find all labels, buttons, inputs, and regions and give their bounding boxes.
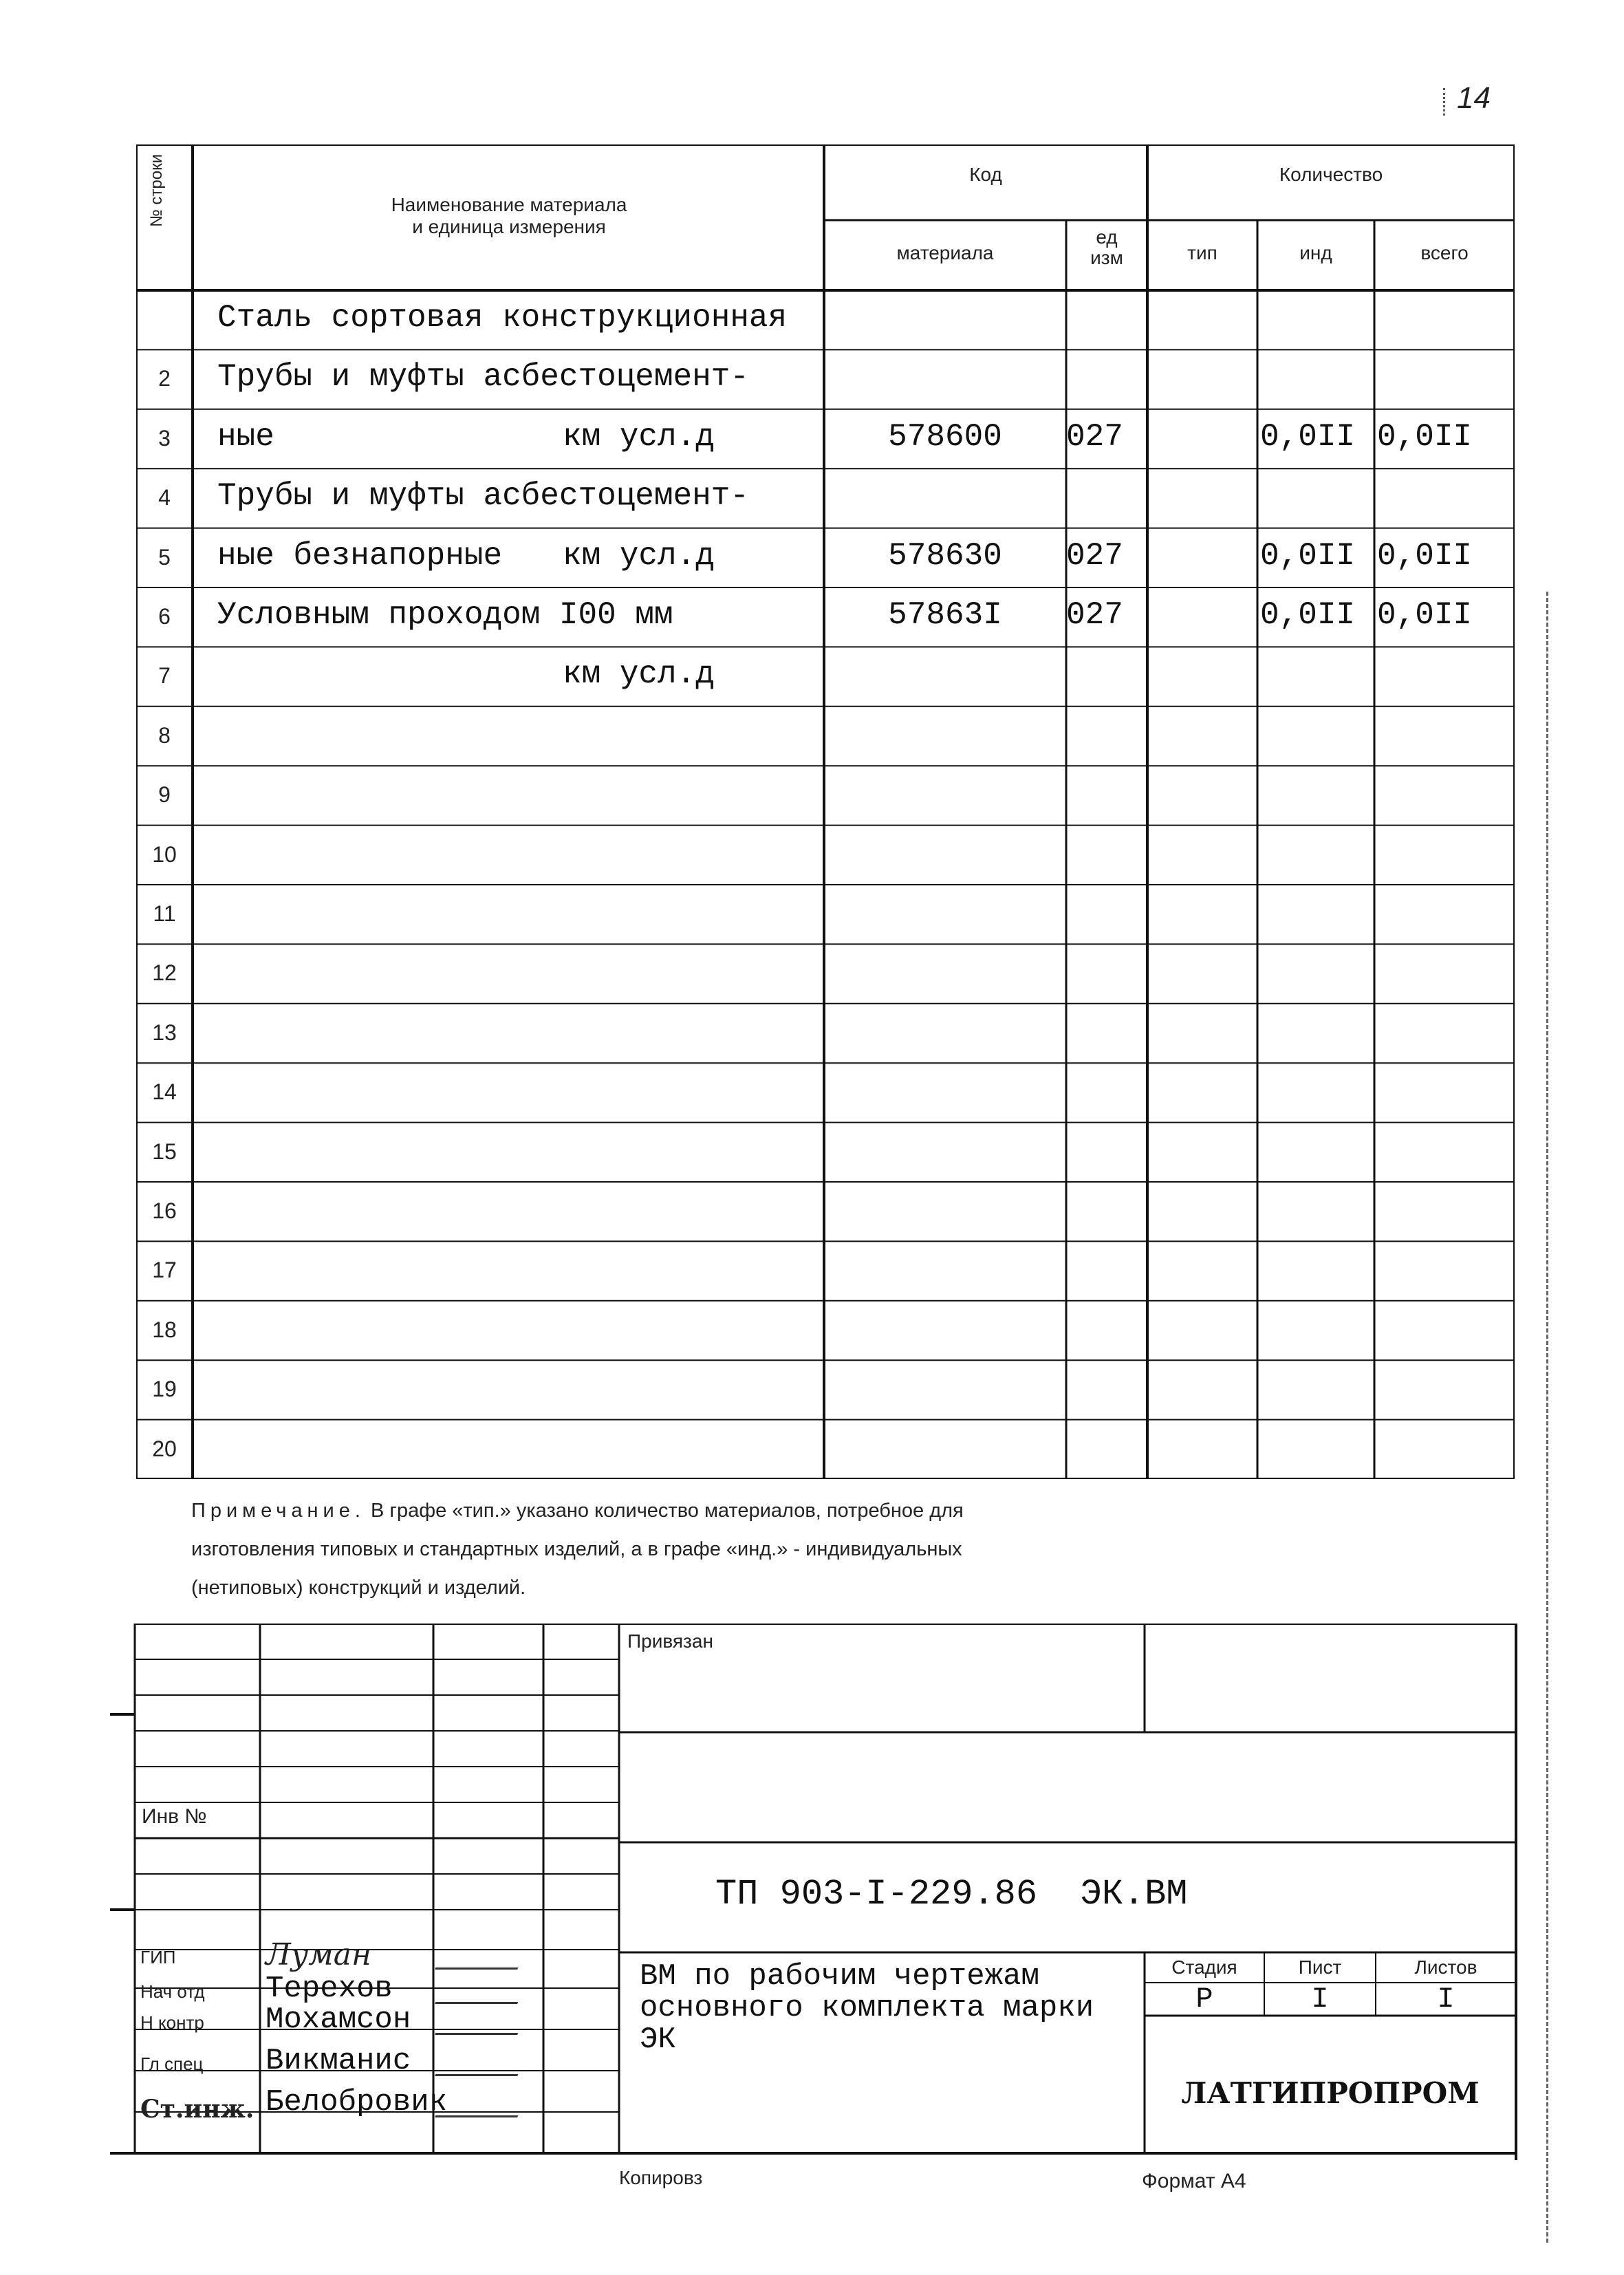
sheets-label: Листов [1414,1956,1477,1978]
handwritten-signature [435,1974,528,2004]
quantity-ind: 0,0II [1260,418,1356,455]
quantity-ind: 0,0II [1260,597,1356,633]
row-number: 18 [152,1317,177,1342]
quantity-header: Количество [1279,164,1383,185]
name-header-line-1: Наименование материала [391,194,627,215]
signature-name: Викманис [266,2044,411,2078]
materials-table [136,144,1515,1479]
row-number: 11 [153,901,176,926]
note-line-3: (нетиповых) конструкций и изделий. [191,1577,526,1599]
unit-header-line-2: изм [1090,247,1123,268]
page-number: 14 [1457,81,1491,115]
row-number: 7 [158,663,171,689]
quantity-type-header: тип [1187,242,1217,263]
material-name: ные безнапорные [217,537,503,574]
quantity-total-header: всего [1420,242,1469,263]
name-header-line-2: и единица измерения [412,216,606,237]
note-text-1: В графе «тип.» указано количество материалов, потребное для [370,1500,964,1522]
row-number-header: № строки [147,153,166,227]
signature-role: Гл спец [140,2053,204,2074]
document-description [640,1961,1094,2056]
code-header: Код [969,164,1002,185]
paper-format: Формат А4 [1142,2170,1246,2192]
signature-role: ГИП [140,1947,176,1967]
note [191,1491,1498,1607]
quantity-total: 0,0II [1377,597,1473,633]
signature-role: Н контр [140,2012,204,2033]
row-number: 6 [158,604,171,629]
row-number: 4 [158,485,171,510]
sheet-value: I [1311,1983,1329,2016]
row-number: 14 [152,1079,177,1105]
row-number: 17 [152,1258,177,1283]
stage-value: Р [1195,1983,1213,2016]
description-line-2: основного комплекта марки [640,1991,1094,2025]
description-line-1: ВМ по рабочим чертежам [640,1959,1039,1994]
code-unit-header [1066,227,1147,268]
note-label: Примечание. [191,1500,365,1522]
row-number: 20 [152,1436,177,1461]
row-number: 12 [152,960,177,986]
handwritten-signature [435,2005,528,2035]
handwritten-signature [435,2088,528,2117]
sheet-label: Пист [1298,1956,1342,1978]
row-number: 3 [158,425,171,451]
handwritten-signature [435,1940,528,1970]
inventory-number-label: Инв № [142,1805,207,1828]
stage-label: Стадия [1171,1956,1237,1978]
row-number: 5 [158,544,171,570]
signature-name: Луман [266,1937,371,1972]
unit-code: 027 [1066,537,1123,574]
quantity-total: 0,0II [1377,537,1473,574]
row-number: 15 [152,1139,177,1164]
note-line-1 [191,1491,1498,1530]
material-name: Условным проходом I00 мм [217,597,673,633]
sheets-value: I [1437,1983,1455,2016]
row-number: 19 [152,1377,177,1402]
material-name: Трубы и муфты асбестоцемент- [217,478,749,515]
unit-of-measure: км усл.д [563,656,715,693]
quantity-total: 0,0II [1377,418,1473,455]
unit-code: 027 [1066,418,1123,455]
organization-name: ЛАТГИПРОПРОМ [1181,2076,1480,2110]
signature-role: Нач отд [140,1981,205,2002]
unit-header-line-1: ед [1096,226,1118,248]
row-number: 9 [158,782,171,808]
code-material-header: материала [896,242,994,263]
row-number: 13 [152,1020,177,1045]
copied-by: Копировз [619,2167,703,2188]
material-code: 578630 [888,537,1002,574]
quantity-ind-header: инд [1299,242,1332,263]
margin-tick [1443,88,1447,116]
row-number: 16 [152,1198,177,1223]
material-name: Сталь сортовая конструкционная [217,300,788,336]
row-number: 10 [152,841,177,867]
note-line-2: изготовления типовых и стандартных изделий, а в графе «инд.» - индивидуальных [191,1538,962,1560]
handwritten-signature [435,2047,528,2076]
signature-name: Мохамсон [266,2003,411,2037]
description-line-3: ЭК [640,2023,676,2057]
unit-code: 027 [1066,597,1123,633]
document-code: ТП 903-I-229.86 ЭК.ВМ [715,1874,1188,1915]
row-number: 8 [158,722,171,748]
quantity-ind: 0,0II [1260,537,1356,574]
right-edge-line [1546,592,1550,2243]
signature-name: Белобровик [266,2085,448,2120]
material-name: ные [217,418,274,455]
unit-of-measure: км усл.д [563,418,715,455]
material-code: 57863I [888,597,1002,633]
unit-of-measure: км усл.д [563,537,715,574]
signature-name: Терехов [266,1972,393,2006]
material-name: Трубы и муфты асбестоцемент- [217,359,749,396]
signature-role: Ст.инж. [140,2095,255,2124]
material-code: 578600 [888,418,1002,455]
privyazan-label: Привязан [627,1630,713,1652]
name-column-header [194,194,824,238]
row-number: 2 [158,366,171,391]
